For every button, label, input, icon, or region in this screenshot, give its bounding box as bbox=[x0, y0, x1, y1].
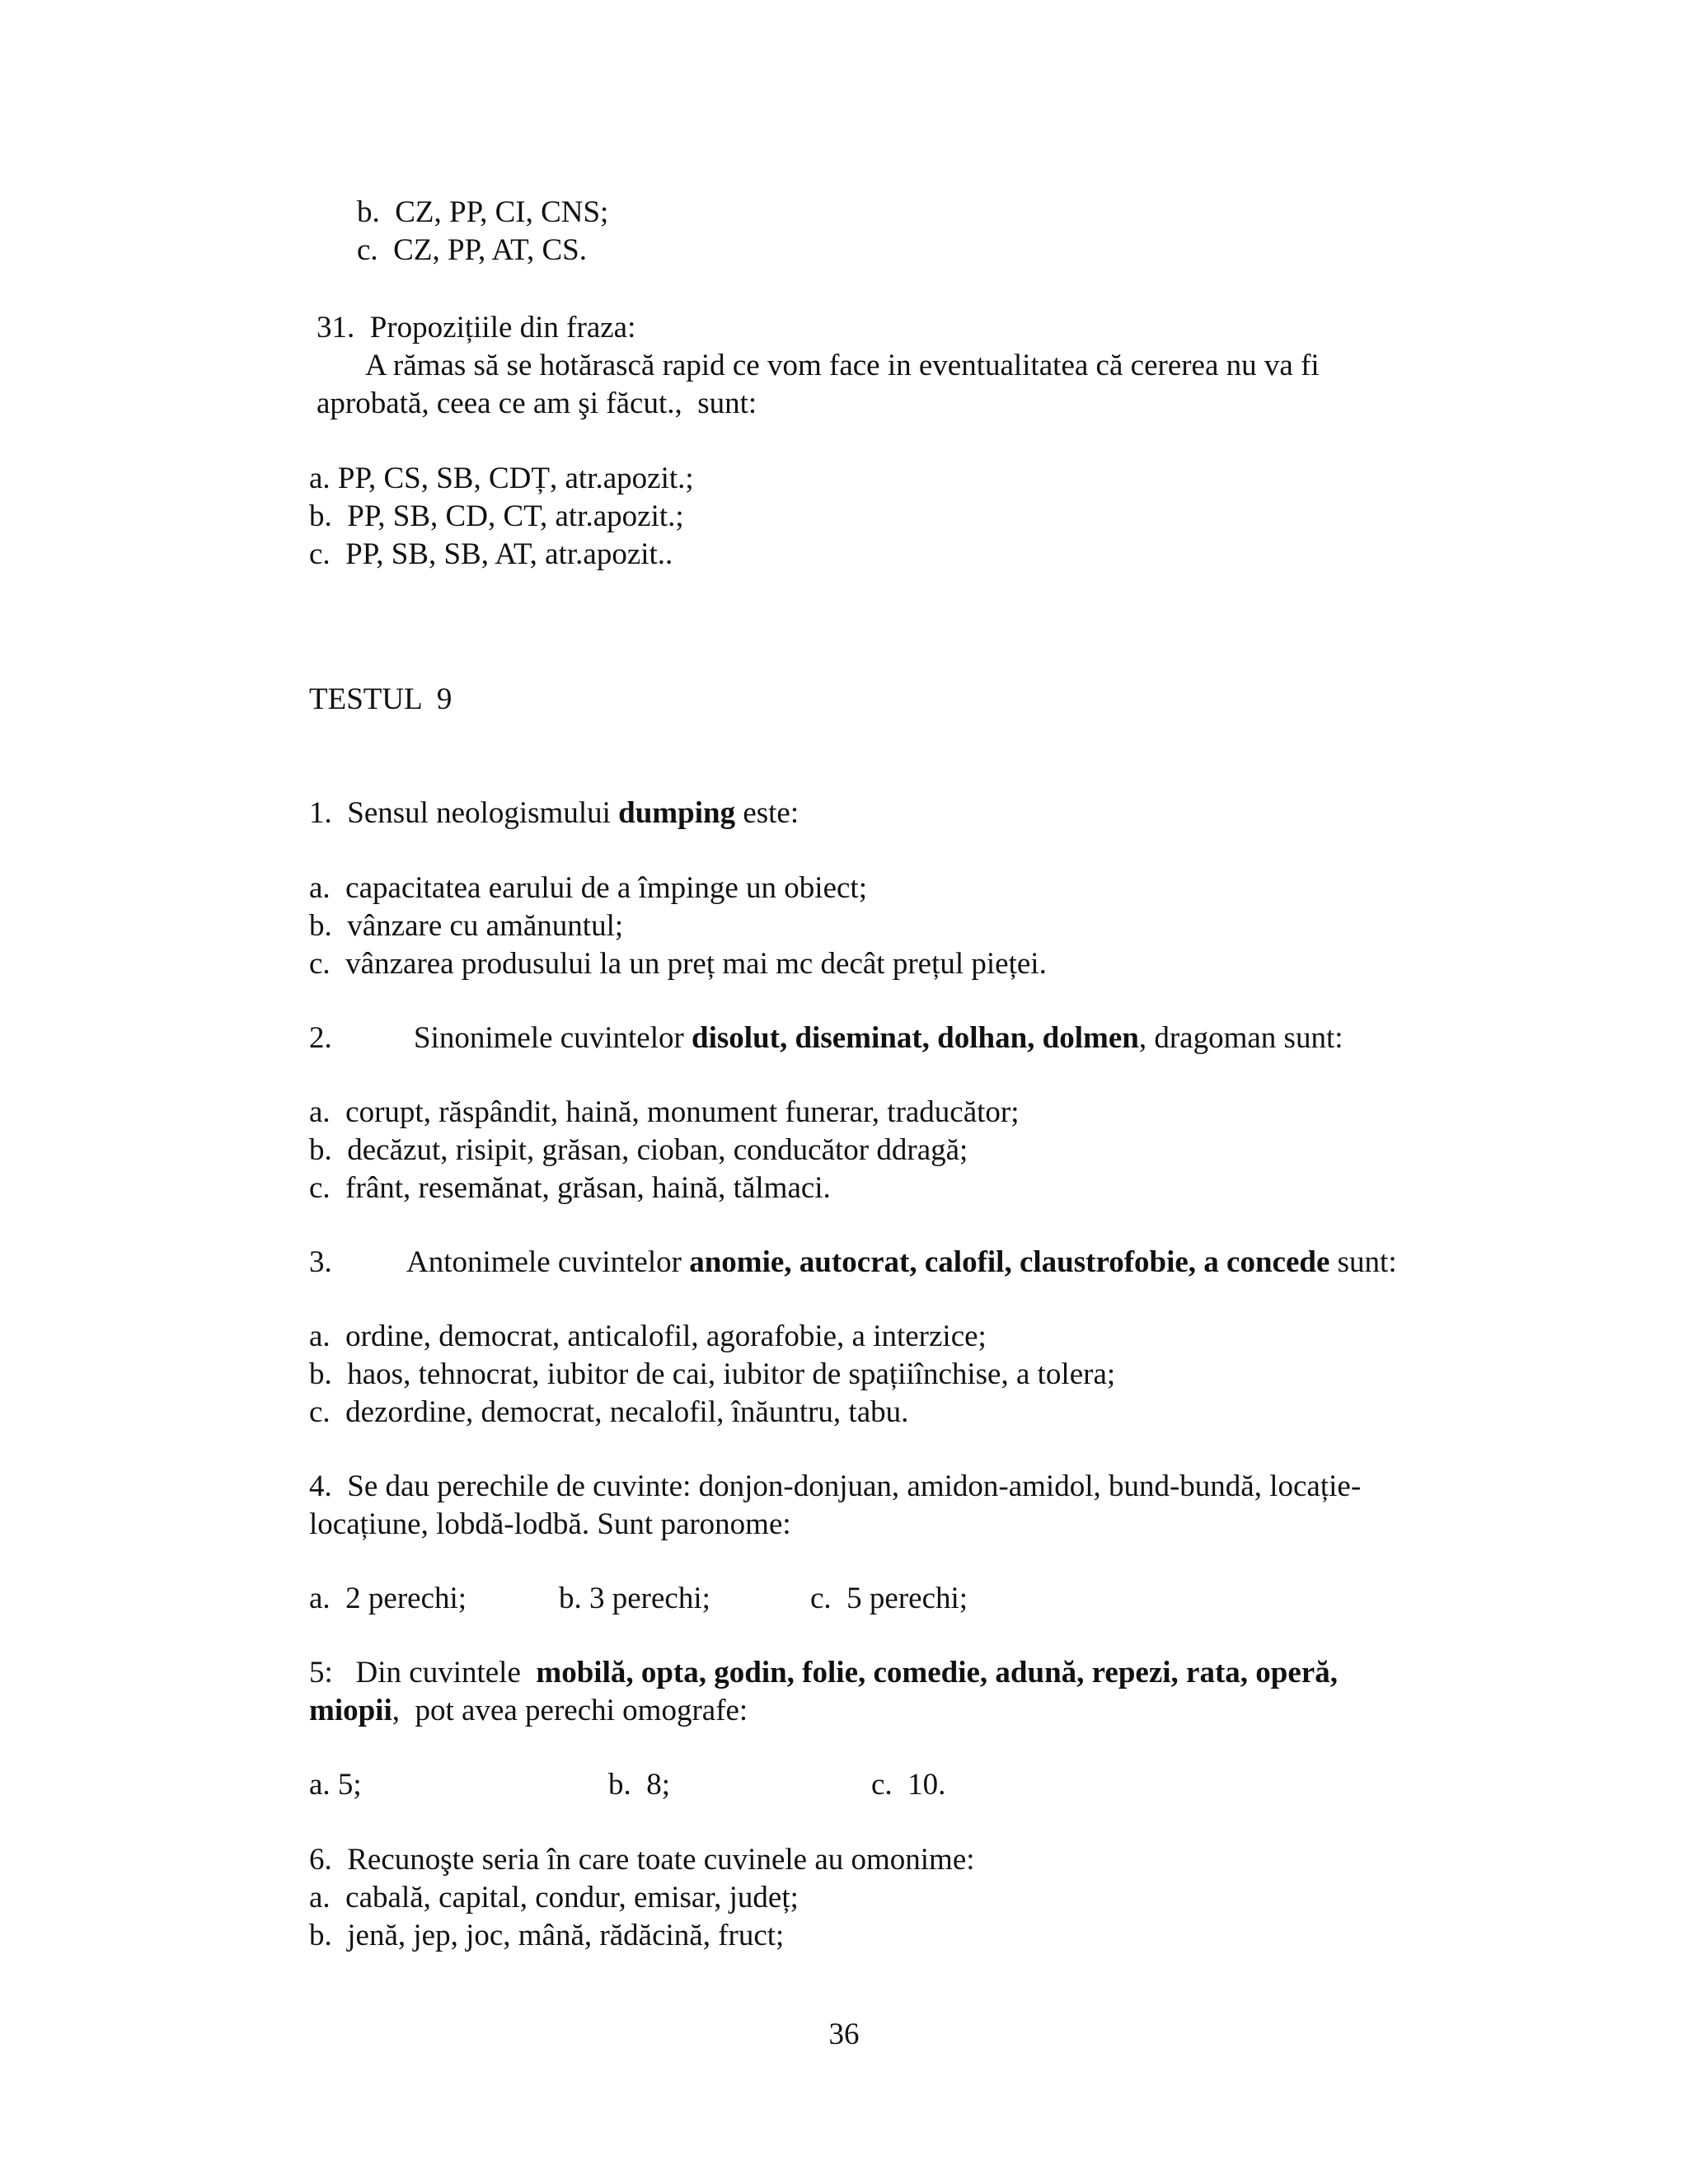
q6-title: 6. Recunoşte seria în care toate cuvinele au omonime: bbox=[309, 1843, 975, 1877]
q3-title bbox=[406, 1244, 1397, 1281]
q5-terms-cont: miopii bbox=[309, 1694, 392, 1727]
q1-option-a: a. capacitatea earului de a împinge un obiect; bbox=[309, 871, 867, 905]
q31-sentence-line1: A rămas să se hotărască rapid ce vom face in eventualitatea că cererea nu va fi bbox=[365, 349, 1320, 382]
q4-option-b: b. 3 perechi; bbox=[559, 1582, 710, 1615]
q3-option-c: c. dezordine, democrat, necalofil, înăuntru, tabu. bbox=[309, 1395, 909, 1429]
q2-number: 2. bbox=[309, 1021, 332, 1055]
q31-sentence-line2: aprobată, ceea ce am şi făcut., sunt: bbox=[316, 387, 757, 420]
q2-option-b: b. decăzut, risipit, grăsan, cioban, conducător ddragă; bbox=[309, 1133, 968, 1167]
q5-title-line2 bbox=[309, 1693, 748, 1729]
q3-number: 3. bbox=[309, 1245, 332, 1279]
q2-option-c: c. frânt, resemănat, grăsan, haină, tălmaci. bbox=[309, 1171, 831, 1205]
q5-terms: mobilă, opta, godin, folie, comedie, adună, repezi, rata, operă, bbox=[536, 1656, 1338, 1690]
q5-option-a: a. 5; bbox=[309, 1768, 362, 1802]
q2-title-pre: Sinonimele cuvintelor bbox=[414, 1021, 692, 1055]
q1-term: dumping bbox=[618, 796, 736, 830]
q2-title bbox=[414, 1020, 1343, 1057]
q5-title-post: , pot avea perechi omografe: bbox=[392, 1694, 748, 1727]
q1-title-pre: 1. Sensul neologismului bbox=[309, 796, 619, 830]
q31-option-a: a. PP, CS, SB, CDȚ, atr.apozit.; bbox=[309, 462, 694, 495]
q4-option-c: c. 5 perechi; bbox=[810, 1582, 968, 1615]
q3-title-pre: Antonimele cuvintelor bbox=[406, 1245, 690, 1279]
q5-option-c: c. 10. bbox=[871, 1768, 946, 1802]
q31-title: 31. Propozițiile din fraza: bbox=[316, 311, 636, 344]
q3-option-a: a. ordine, democrat, anticalofil, agorafobie, a interzice; bbox=[309, 1319, 987, 1353]
q1-title bbox=[309, 795, 799, 832]
q3-title-post: sunt: bbox=[1329, 1245, 1397, 1279]
q3-option-b: b. haos, tehnocrat, iubitor de cai, iubitor de spațiiînchise, a tolera; bbox=[309, 1357, 1116, 1391]
q5-option-b: b. 8; bbox=[608, 1768, 671, 1802]
q1-option-b: b. vânzare cu amănuntul; bbox=[309, 909, 624, 943]
q5-title-line1 bbox=[309, 1655, 1338, 1691]
q2-terms: disolut, diseminat, dolhan, dolmen bbox=[692, 1021, 1139, 1055]
q3-terms: anomie, autocrat, calofil, claustrofobie, a concede bbox=[689, 1245, 1330, 1279]
q30-option-b: b. CZ, PP, CI, CNS; bbox=[357, 195, 609, 229]
q2-title-post: , dragoman sunt: bbox=[1138, 1021, 1343, 1055]
q6-option-a: a. cabală, capital, condur, emisar, județ; bbox=[309, 1881, 799, 1915]
q1-title-post: este: bbox=[735, 796, 799, 830]
q5-title-pre: 5: Din cuvintele bbox=[309, 1656, 537, 1690]
q6-option-b: b. jenă, jep, joc, mână, rădăcină, fruct; bbox=[309, 1919, 785, 1952]
q4-title-line1: 4. Se dau perechile de cuvinte: donjon-donjuan, amidon-amidol, bund-bundă, locație- bbox=[309, 1469, 1362, 1503]
q2-option-a: a. corupt, răspândit, haină, monument funerar, traducător; bbox=[309, 1095, 1020, 1129]
q31-option-b: b. PP, SB, CD, CT, atr.apozit.; bbox=[309, 499, 684, 533]
q4-title-line2: locațiune, lobdă-lodbă. Sunt paronome: bbox=[309, 1507, 791, 1541]
test-heading: TESTUL 9 bbox=[309, 682, 452, 716]
q31-option-c: c. PP, SB, SB, AT, atr.apozit.. bbox=[309, 537, 673, 571]
q4-option-a: a. 2 perechi; bbox=[309, 1582, 467, 1615]
page-number: 36 bbox=[828, 2018, 860, 2051]
q30-option-c: c. CZ, PP, AT, CS. bbox=[357, 233, 587, 267]
q1-option-c: c. vânzarea produsului la un preț mai mc decât prețul pieței. bbox=[309, 947, 1047, 981]
